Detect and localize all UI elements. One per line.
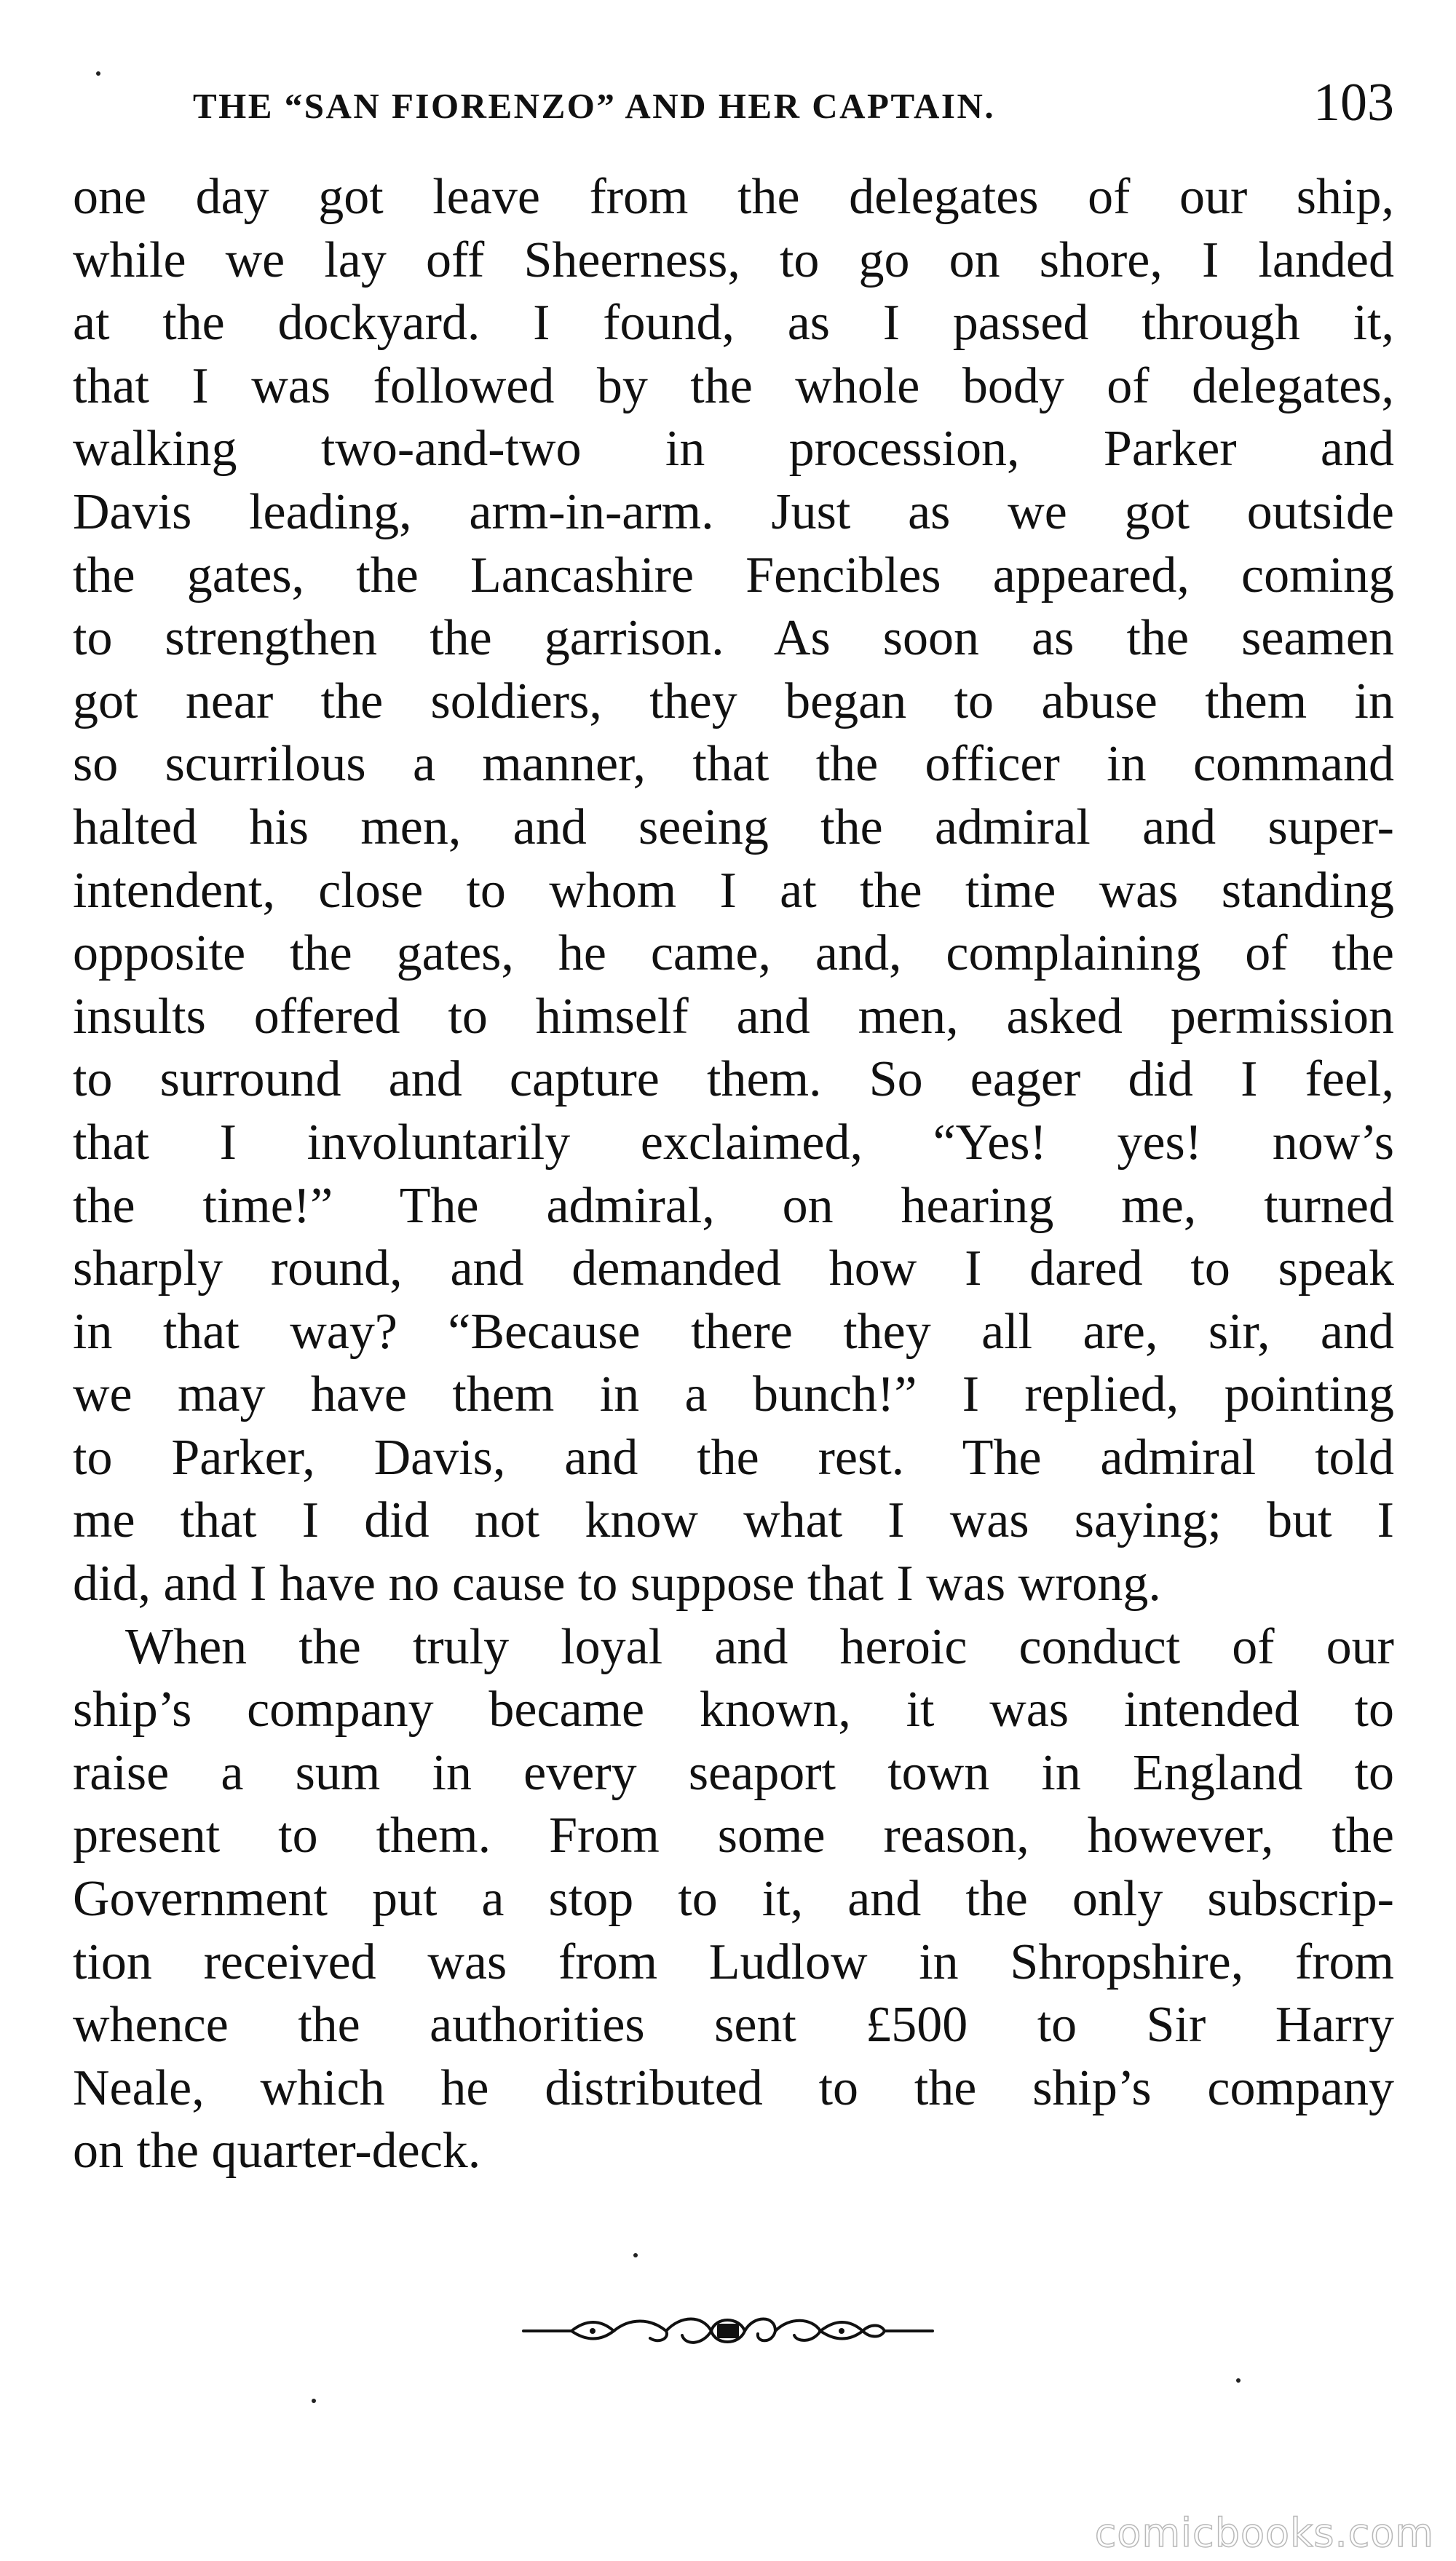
text-line: that I involuntarily exclaimed, “Yes! yes! now’s bbox=[73, 1114, 1394, 1171]
text-line: intendent, close to whom I at the time was standing bbox=[73, 862, 1394, 919]
text-line: raise a sum in every seaport town in England to bbox=[73, 1744, 1394, 1801]
text-line: opposite the gates, he came, and, complaining of the bbox=[73, 925, 1394, 982]
print-speck bbox=[96, 71, 100, 76]
text-line: at the dockyard. I found, as I passed through it, bbox=[73, 295, 1394, 352]
text-line: present to them. From some reason, however, the bbox=[73, 1808, 1394, 1864]
text-line: that I was followed by the whole body of delegates, bbox=[73, 357, 1394, 414]
text-line: Government put a stop to it, and the only subscrip- bbox=[73, 1871, 1394, 1928]
text-line: on the quarter-deck. bbox=[73, 2123, 481, 2180]
text-line: Neale, which he distributed to the ship’s company bbox=[73, 2059, 1394, 2116]
text-line: so scurrilous a manner, that the officer in command bbox=[73, 736, 1394, 793]
watermark: comicbooks.com bbox=[1094, 2510, 1434, 2556]
print-speck bbox=[1236, 2378, 1241, 2383]
text-line: to surround and capture them. So eager did I feel, bbox=[73, 1051, 1394, 1108]
text-line: to strengthen the garrison. As soon as the seamen bbox=[73, 610, 1394, 667]
text-line: insults offered to himself and men, asked permission bbox=[73, 988, 1394, 1045]
text-line: did, and I have no cause to suppose that I was wrong. bbox=[73, 1556, 1161, 1612]
text-line: to Parker, Davis, and the rest. The admiral told bbox=[73, 1429, 1394, 1486]
text-line: the time!” The admiral, on hearing me, turned bbox=[73, 1177, 1394, 1234]
text-line: got near the soldiers, they began to abuse them in bbox=[73, 673, 1394, 729]
running-title: THE “SAN FIORENZO” AND HER CAPTAIN. bbox=[193, 86, 996, 126]
text-line: whence the authorities sent £500 to Sir Harry bbox=[73, 1997, 1394, 2054]
text-line: walking two-and-two in procession, Parker and bbox=[73, 421, 1394, 478]
text-line: When the truly loyal and heroic conduct of our bbox=[125, 1618, 1394, 1675]
text-line: me that I did not know what I was saying; but I bbox=[73, 1492, 1394, 1549]
text-line: Davis leading, arm-in-arm. Just as we got outside bbox=[73, 483, 1394, 540]
body-text bbox=[73, 166, 1394, 2183]
text-line: the gates, the Lancashire Fencibles appeared, coming bbox=[73, 547, 1394, 603]
ornament-divider-icon bbox=[521, 2309, 935, 2353]
text-line: sharply round, and demanded how I dared to speak bbox=[73, 1240, 1394, 1297]
page-number: 103 bbox=[1313, 73, 1394, 132]
print-speck bbox=[312, 2399, 316, 2403]
text-line: we may have them in a bunch!” I replied, pointing bbox=[73, 1366, 1394, 1423]
text-line: ship’s company became known, it was intended to bbox=[73, 1682, 1394, 1738]
print-speck bbox=[633, 2253, 638, 2257]
running-head bbox=[73, 69, 1394, 142]
text-line: halted his men, and seeing the admiral and super- bbox=[73, 799, 1394, 855]
text-line: while we lay off Sheerness, to go on shore, I landed bbox=[73, 231, 1394, 288]
text-line: tion received was from Ludlow in Shropshire, from bbox=[73, 1933, 1394, 1990]
text-line: in that way? “Because there they all are, sir, and bbox=[73, 1303, 1394, 1360]
text-line: one day got leave from the delegates of our ship, bbox=[73, 169, 1394, 225]
